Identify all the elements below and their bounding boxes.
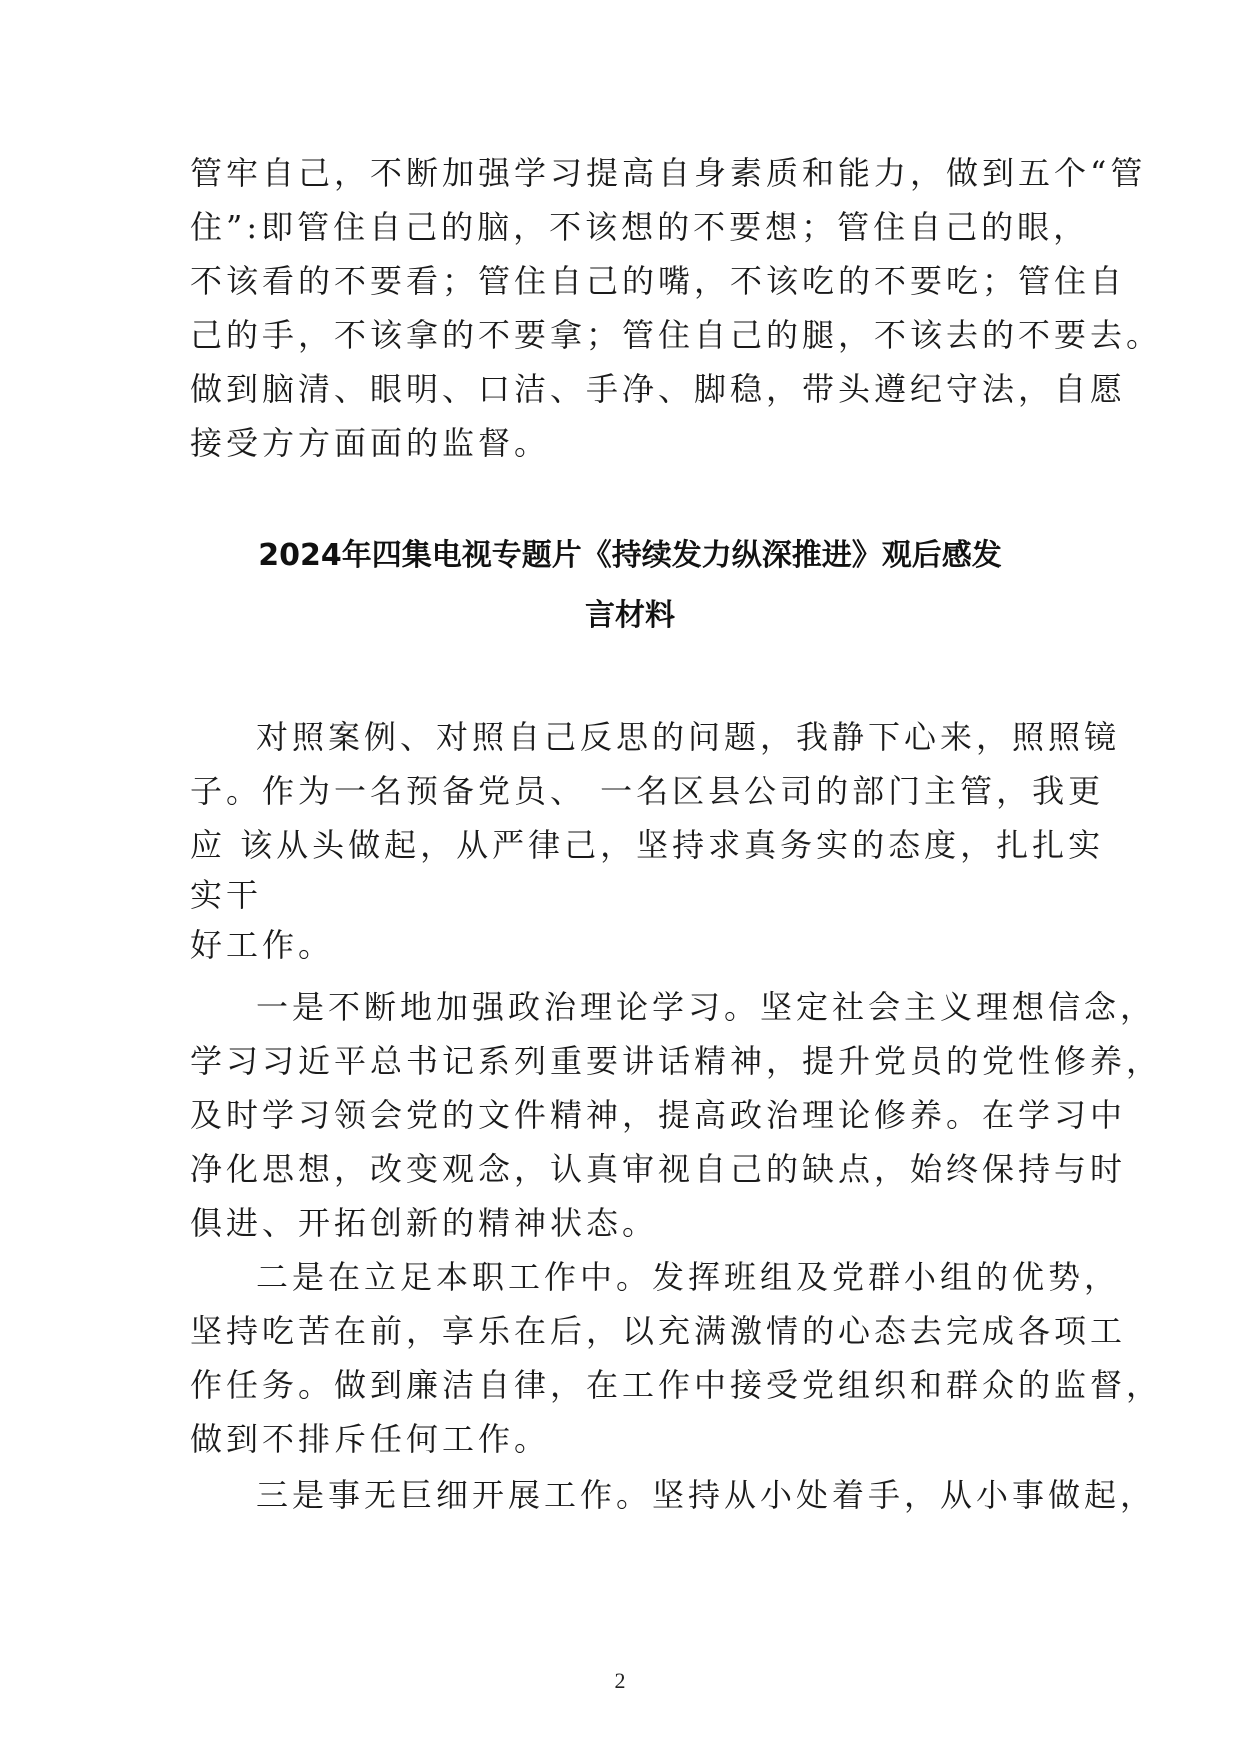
intro-paragraph xyxy=(190,710,1121,972)
section-title xyxy=(190,526,1070,646)
point-one-paragraph xyxy=(190,980,1163,1250)
paragraph-line: 子。作为一名预备党员、 一名区县公司的部门主管，我更 xyxy=(190,772,1105,810)
title-line-1: 2024年四集电视专题片《持续发力纵深推进》观后感发 xyxy=(258,538,1002,573)
paragraph-line: 接受方方面面的监督。 xyxy=(190,424,551,462)
paragraph-line: 坚持吃苦在前，享乐在后，以充满激情的心态去完成各项工 xyxy=(190,1312,1127,1350)
paragraph-line: 学习习近平总书记系列重要讲话精神，提升党员的党性修养， xyxy=(190,1042,1163,1080)
paragraph-line: 对照案例、对照自己反思的问题，我静下心来，照照镜 xyxy=(256,718,1121,756)
paragraph-line: 应 该从头做起，从严律己，坚持求真务实的态度，扎扎实 xyxy=(190,826,1105,864)
top-paragraph xyxy=(190,146,1163,470)
title-line-2: 言材料 xyxy=(585,598,675,633)
paragraph-line: 好工作。 xyxy=(190,926,335,964)
paragraph-line: 管牢自己，不断加强学习提高自身素质和能力，做到五个“管 xyxy=(190,154,1147,192)
paragraph-line: 及时学习领会党的文件精神，提高政治理论修养。在学习中 xyxy=(190,1096,1127,1134)
paragraph-line: 三是事无巨细开展工作。坚持从小处着手，从小事做起， xyxy=(256,1476,1157,1514)
paragraph-line: 净化思想，改变观念，认真审视自己的缺点，始终保持与时 xyxy=(190,1150,1127,1188)
paragraph-line: 不该看的不要看；管住自己的嘴，不该吃的不要吃；管住自 xyxy=(190,262,1127,300)
paragraph-line: 住”:即管住自己的脑，不该想的不要想；管住自己的眼， xyxy=(190,208,1090,246)
paragraph-line: 做到脑清、眼明、口洁、手净、脚稳，带头遵纪守法，自愿 xyxy=(190,370,1127,408)
paragraph-line: 实干 xyxy=(190,876,263,914)
paragraph-line: 己的手，不该拿的不要拿；管住自己的腿，不该去的不要去。 xyxy=(190,316,1163,354)
paragraph-line: 一是不断地加强政治理论学习。坚定社会主义理想信念， xyxy=(256,988,1157,1026)
paragraph-line: 二是在立足本职工作中。发挥班组及党群小组的优势， xyxy=(256,1258,1121,1296)
point-two-paragraph xyxy=(190,1250,1163,1466)
paragraph-line: 俱进、开拓创新的精神状态。 xyxy=(190,1204,659,1242)
paragraph-line: 做到不排斥任何工作。 xyxy=(190,1420,551,1458)
paragraph-line: 作任务。做到廉洁自律，在工作中接受党组织和群众的监督， xyxy=(190,1366,1163,1404)
point-three-paragraph xyxy=(190,1468,1157,1522)
page-number: 2 xyxy=(614,1668,626,1693)
